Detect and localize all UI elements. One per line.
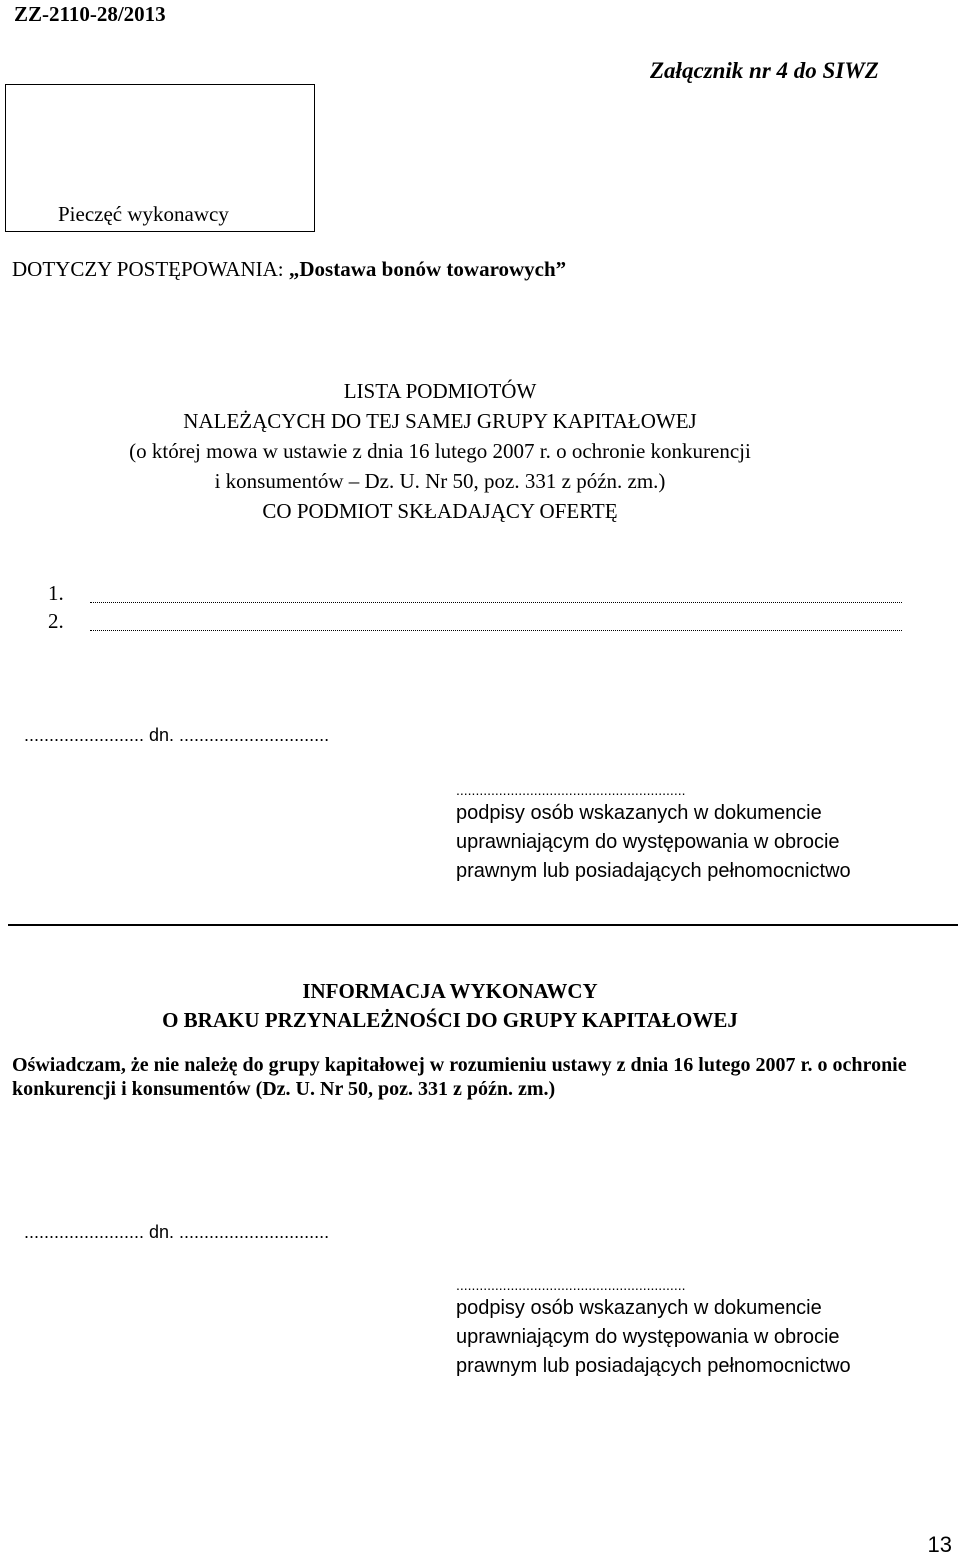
list-item-fill-line [90, 630, 902, 631]
place-date-line: ........................ dn. .............................. [24, 1222, 330, 1242]
list-item-number: 1. [48, 581, 64, 605]
list-section-title [0, 376, 960, 526]
signature-caption-line: uprawniającym do występowania w obrocie [456, 1326, 840, 1348]
list-title-line: (o której mowa w ustawie z dnia 16 lutego 2007 r. o ochronie konkurencji [129, 439, 751, 463]
place-date-line: ........................ dn. .............................. [24, 725, 330, 745]
signature-caption-line: prawnym lub posiadających pełnomocnictwo [456, 860, 851, 882]
page-number: 13 [927, 1532, 952, 1557]
signature-block [456, 781, 851, 886]
procedure-line [12, 257, 566, 282]
signature-caption-line: uprawniającym do występowania w obrocie [456, 831, 840, 853]
signature-caption-line: podpisy osób wskazanych w dokumencie [456, 1297, 822, 1319]
info-title-line: O BRAKU PRZYNALEŻNOŚCI DO GRUPY KAPITAŁOWEJ [162, 1008, 738, 1032]
annex-label: Załącznik nr 4 do SIWZ [650, 58, 879, 83]
signature-caption-line: podpisy osób wskazanych w dokumencie [456, 802, 822, 824]
signature-block [456, 1276, 851, 1381]
info-section-title [0, 977, 960, 1035]
signature-dots: ........................................................... [456, 782, 686, 798]
section-divider [8, 924, 958, 926]
signature-dots: ........................................................... [456, 1277, 686, 1293]
info-title-line: INFORMACJA WYKONAWCY [302, 979, 598, 1003]
list-title-line: i konsumentów – Dz. U. Nr 50, poz. 331 z późn. zm.) [214, 469, 666, 493]
document-reference: ZZ-2110-28/2013 [14, 2, 166, 26]
list-title-line: CO PODMIOT SKŁADAJĄCY OFERTĘ [262, 499, 618, 523]
list-item-fill-line [90, 602, 902, 603]
contractor-stamp-label: Pieczęć wykonawcy [58, 202, 229, 226]
procedure-subject: „Dostawa bonów towarowych” [288, 257, 567, 281]
signature-caption-line: prawnym lub posiadających pełnomocnictwo [456, 1355, 851, 1377]
declaration-text: Oświadczam, że nie należę do grupy kapitałowej w rozumieniu ustawy z dnia 16 lutego 2007 r. o ochronie konkurencji i konsumentów (Dz. U. Nr 50, poz. 331 z późn. zm.) [12, 1054, 907, 1100]
list-item-number: 2. [48, 609, 64, 633]
list-title-line: LISTA PODMIOTÓW [343, 379, 537, 403]
procedure-prefix: DOTYCZY POSTĘPOWANIA: [12, 257, 289, 281]
list-title-line: NALEŻĄCYCH DO TEJ SAMEJ GRUPY KAPITAŁOWEJ [183, 409, 697, 433]
